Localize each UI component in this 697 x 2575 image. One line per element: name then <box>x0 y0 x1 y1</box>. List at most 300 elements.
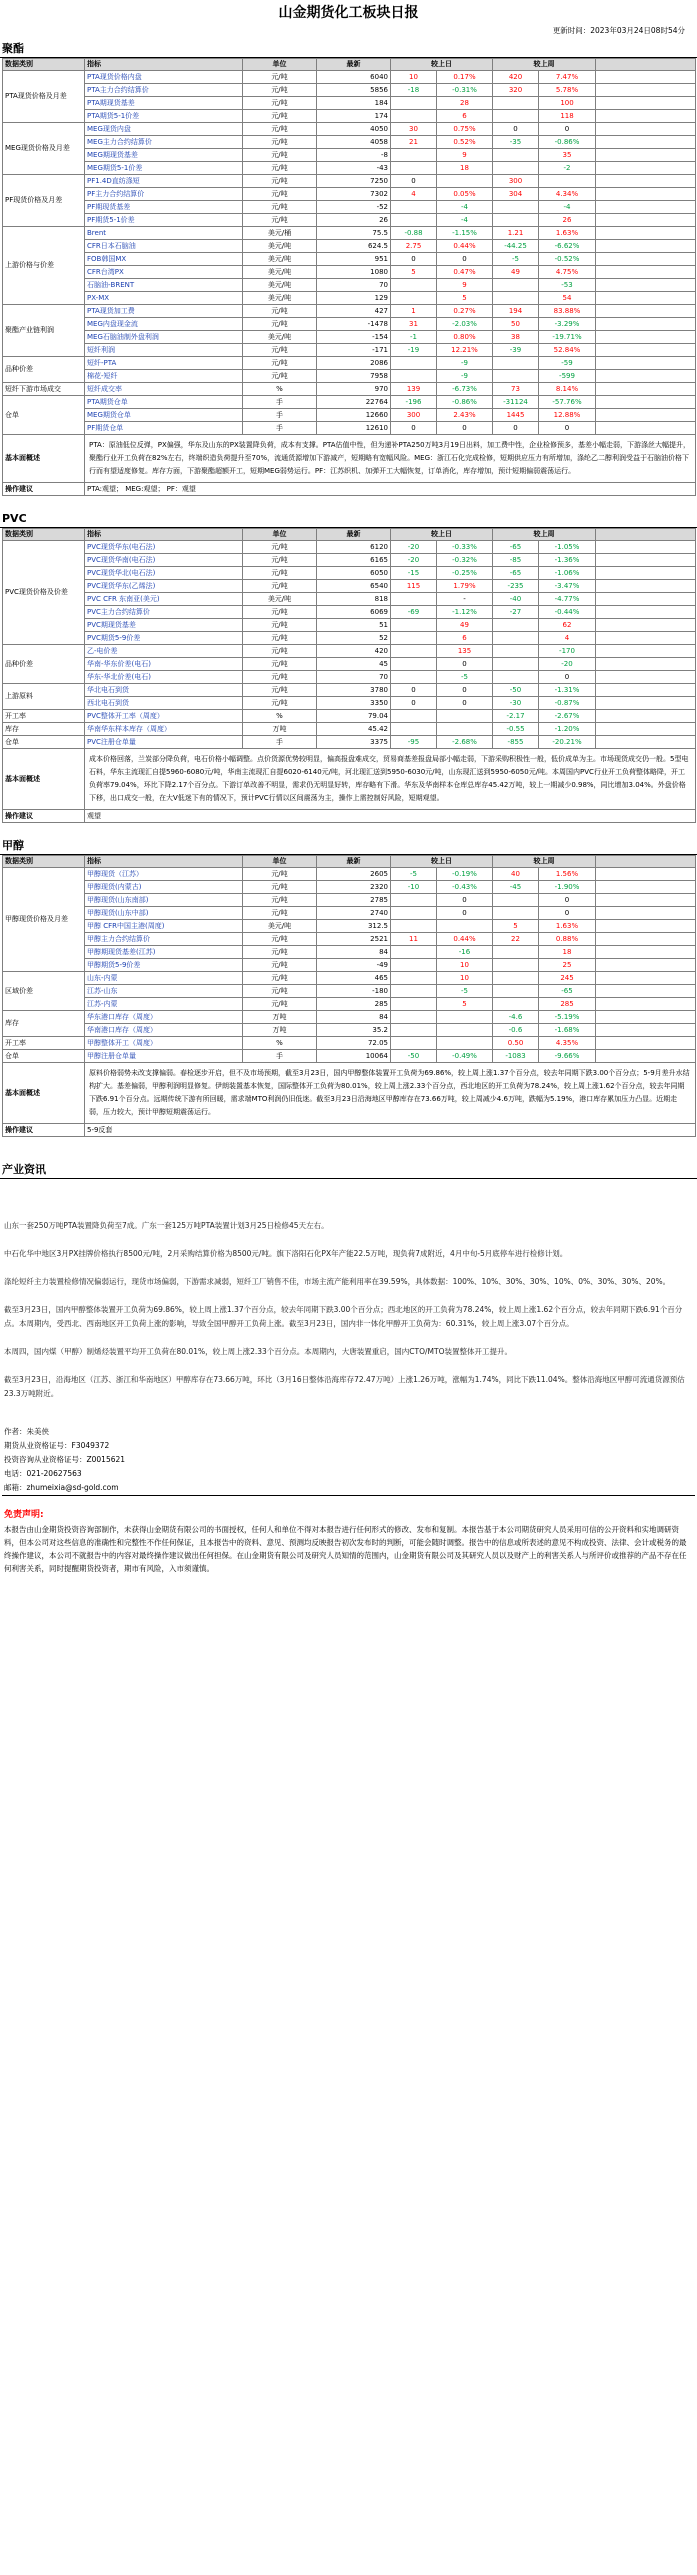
latest-cell: 184 <box>317 97 391 110</box>
news-paragraph: 截至3月23日，沿海地区（江苏、浙江和华南地区）甲醇库存在73.66万吨，环比（3月16日整体沿海库存72.47万吨）上涨1.26万吨，涨幅为1.74%，同比下跌11.04%。整体沿海地区甲醇可流通货源预估23.3万吨附近。 <box>4 1375 685 1398</box>
table-row <box>3 396 696 409</box>
change-cell: 49 <box>493 266 539 279</box>
latest-cell: 427 <box>317 305 391 318</box>
blank-cell <box>596 383 696 396</box>
unit-cell: % <box>243 1037 317 1050</box>
change-cell: 10 <box>437 959 493 972</box>
table-row <box>3 97 696 110</box>
unit-cell: 元/吨 <box>243 318 317 331</box>
blank-cell <box>596 253 696 266</box>
indicator-cell: PTA主力合约结算价 <box>85 84 243 97</box>
table-row <box>3 331 696 344</box>
latest-cell: -154 <box>317 331 391 344</box>
indicator-cell: PF主力合约结算价 <box>85 188 243 201</box>
blank-cell <box>596 1037 696 1050</box>
change-cell: 320 <box>493 84 539 97</box>
change-cell <box>391 920 437 933</box>
change-cell <box>391 1024 437 1037</box>
change-cell: 0 <box>493 422 539 435</box>
change-cell: -599 <box>539 370 596 383</box>
change-cell <box>391 619 437 632</box>
latest-cell: 70 <box>317 671 391 684</box>
change-cell: 0 <box>391 253 437 266</box>
change-cell: -0.87% <box>539 697 596 710</box>
change-cell: 0.47% <box>437 266 493 279</box>
change-cell: 18 <box>539 946 596 959</box>
blank-cell <box>596 123 696 136</box>
indicator-cell: PTA期现货基差 <box>85 97 243 110</box>
change-cell: - <box>437 593 493 606</box>
category-cell: 开工率 <box>3 1037 85 1050</box>
table-row <box>3 409 696 422</box>
change-cell: 31 <box>391 318 437 331</box>
change-cell <box>493 162 539 175</box>
change-cell: 0 <box>437 697 493 710</box>
indicator-cell: PTA现货价格内盘 <box>85 71 243 84</box>
blank-cell <box>596 671 696 684</box>
change-cell: -35 <box>493 136 539 149</box>
change-cell: 1.63% <box>539 920 596 933</box>
unit-cell: 美元/吨 <box>243 920 317 933</box>
indicator-cell: PVC现货华南(电石法) <box>85 554 243 567</box>
blank-cell <box>596 1050 696 1063</box>
latest-cell: 72.05 <box>317 1037 391 1050</box>
unit-cell: 手 <box>243 736 317 749</box>
blank-cell <box>596 409 696 422</box>
unit-cell: 元/吨 <box>243 894 317 907</box>
change-cell: -59 <box>539 357 596 370</box>
change-cell: -0.52% <box>539 253 596 266</box>
change-cell <box>437 1037 493 1050</box>
change-cell <box>493 279 539 292</box>
unit-cell: 元/吨 <box>243 188 317 201</box>
change-cell: -5 <box>437 671 493 684</box>
change-cell: -19.71% <box>539 331 596 344</box>
unit-cell: 元/吨 <box>243 84 317 97</box>
change-cell <box>391 1037 437 1050</box>
blank-cell <box>596 136 696 149</box>
latest-cell: 70 <box>317 279 391 292</box>
change-cell: 0.44% <box>437 933 493 946</box>
indicator-cell: FOB韩国MX <box>85 253 243 266</box>
blank-cell <box>596 959 696 972</box>
change-cell <box>437 920 493 933</box>
section-title: PVC <box>0 510 697 528</box>
data-table <box>2 58 696 496</box>
table-row <box>3 554 696 567</box>
unit-cell: 元/吨 <box>243 567 317 580</box>
change-cell: -19 <box>391 344 437 357</box>
change-cell: -1.90% <box>539 881 596 894</box>
change-cell <box>391 214 437 227</box>
change-cell: 5.78% <box>539 84 596 97</box>
unit-cell: 元/吨 <box>243 71 317 84</box>
table-row <box>3 123 696 136</box>
unit-cell: 元/吨 <box>243 671 317 684</box>
table-row <box>3 201 696 214</box>
change-cell: -39 <box>493 344 539 357</box>
change-cell: 0.27% <box>437 305 493 318</box>
indicator-cell: 华南港口库存（周度） <box>85 1024 243 1037</box>
change-cell: -45 <box>493 881 539 894</box>
advice-label: 操作建议 <box>3 483 85 496</box>
category-cell: 品种价差 <box>3 645 85 684</box>
table-row <box>3 71 696 84</box>
unit-cell: 元/吨 <box>243 933 317 946</box>
change-cell: 194 <box>493 305 539 318</box>
blank-cell <box>596 907 696 920</box>
latest-cell: 129 <box>317 292 391 305</box>
change-cell: 0 <box>437 684 493 697</box>
table-row <box>3 567 696 580</box>
change-cell <box>391 370 437 383</box>
change-cell: 115 <box>391 580 437 593</box>
advice-text: 5-9反套 <box>85 1124 696 1137</box>
summary-row <box>3 749 696 810</box>
blank-cell <box>596 684 696 697</box>
blank-cell <box>596 998 696 1011</box>
blank-cell <box>596 396 696 409</box>
change-cell <box>391 97 437 110</box>
change-cell: 10 <box>391 71 437 84</box>
indicator-cell: PF1.4D直纺涤短 <box>85 175 243 188</box>
indicator-cell: 江苏-山东 <box>85 985 243 998</box>
change-cell: -1.15% <box>437 227 493 240</box>
section-title: 甲醇 <box>0 837 697 855</box>
latest-cell: 1080 <box>317 266 391 279</box>
change-cell: -31124 <box>493 396 539 409</box>
change-cell <box>391 959 437 972</box>
unit-cell: % <box>243 710 317 723</box>
table-row <box>3 357 696 370</box>
change-cell: -50 <box>391 1050 437 1063</box>
author-info <box>0 1425 697 1495</box>
news-paragraph: 本周四，国内煤（甲醇）制烯烃装置平均开工负荷在80.01%，较上周上涨2.33个百分点。本周期内，大唐装置重启，国内CTO/MTO装置整体开工提升。 <box>4 1347 512 1356</box>
change-cell <box>437 1011 493 1024</box>
unit-cell: 手 <box>243 409 317 422</box>
indicator-cell: MEG现货内盘 <box>85 123 243 136</box>
indicator-cell: 甲醇注册仓单量 <box>85 1050 243 1063</box>
header-cell: 单位 <box>243 529 317 541</box>
change-cell: 22 <box>493 933 539 946</box>
header-cell: 最新 <box>317 529 391 541</box>
category-cell: 区域价差 <box>3 972 85 1011</box>
change-cell: 1.56% <box>539 868 596 881</box>
change-cell: -4.6 <box>493 1011 539 1024</box>
change-cell <box>391 162 437 175</box>
change-cell: -95 <box>391 736 437 749</box>
change-cell: -5 <box>437 985 493 998</box>
indicator-cell: PVC CFR 东南亚(美元) <box>85 593 243 606</box>
indicator-cell: MEG期现货基差 <box>85 149 243 162</box>
change-cell: -20 <box>391 554 437 567</box>
table-row <box>3 188 696 201</box>
blank-cell <box>596 972 696 985</box>
table-row <box>3 985 696 998</box>
change-cell: 40 <box>493 868 539 881</box>
news-paragraph: 涤纶短纤主力装置检修情况偏弱运行，现货市场偏弱，下游需求减弱，短纤工厂销售不佳，市场主流产能利用率在39.59%，具体数据：100%、10%、30%、30%、10%、0%、30%、30%、20%。 <box>4 1277 671 1286</box>
header-cell: 数据类别 <box>3 856 85 868</box>
latest-cell: 7958 <box>317 370 391 383</box>
change-cell: -69 <box>391 606 437 619</box>
latest-cell: 6165 <box>317 554 391 567</box>
latest-cell: 2521 <box>317 933 391 946</box>
unit-cell: 元/吨 <box>243 645 317 658</box>
news-paragraph: 截至3月23日，国内甲醇整体装置开工负荷为69.86%，较上周上涨1.37个百分点，较去年同期下跌3.00个百分点；西北地区的开工负荷为78.24%，较上周上涨1.62个百分点，较去年同期下跌6.91个百分点。本周期内，受西北、西南地区开工负荷上涨的影响，导致全国甲醇开工负荷上涨。截至3月23日，国内非一体化甲醇开工负荷为：60.31%，较上周上涨3.07个百分点。 <box>4 1305 683 1328</box>
indicator-cell: 西北电石到货 <box>85 697 243 710</box>
latest-cell: 2605 <box>317 868 391 881</box>
change-cell: -9 <box>437 370 493 383</box>
unit-cell: % <box>243 383 317 396</box>
change-cell: -20 <box>391 541 437 554</box>
latest-cell: 84 <box>317 1011 391 1024</box>
change-cell: -1.31% <box>539 684 596 697</box>
change-cell: 1.63% <box>539 227 596 240</box>
change-cell: 0 <box>391 175 437 188</box>
change-cell: 285 <box>539 998 596 1011</box>
table-header <box>3 59 696 71</box>
change-cell: 83.88% <box>539 305 596 318</box>
change-cell: 35 <box>539 149 596 162</box>
change-cell <box>391 201 437 214</box>
table-row <box>3 671 696 684</box>
change-cell: -5 <box>391 868 437 881</box>
data-table <box>2 528 696 823</box>
latest-cell: 174 <box>317 110 391 123</box>
indicator-cell: PVC现货华北(电石法) <box>85 567 243 580</box>
change-cell: -65 <box>493 541 539 554</box>
change-cell: -6.62% <box>539 240 596 253</box>
latest-cell: 420 <box>317 645 391 658</box>
change-cell <box>493 907 539 920</box>
latest-cell: 6069 <box>317 606 391 619</box>
change-cell: -1083 <box>493 1050 539 1063</box>
change-cell: 1445 <box>493 409 539 422</box>
latest-cell: -8 <box>317 149 391 162</box>
change-cell: 0.88% <box>539 933 596 946</box>
table-row <box>3 240 696 253</box>
unit-cell: 手 <box>243 396 317 409</box>
indicator-cell: 甲醇现货(山东中部) <box>85 907 243 920</box>
change-cell: -57.76% <box>539 396 596 409</box>
change-cell: -0.33% <box>437 541 493 554</box>
unit-cell: 万吨 <box>243 723 317 736</box>
change-cell: 300 <box>391 409 437 422</box>
change-cell <box>493 619 539 632</box>
category-cell: 库存 <box>3 723 85 736</box>
unit-cell: 美元/吨 <box>243 593 317 606</box>
latest-cell: 2785 <box>317 894 391 907</box>
latest-cell: 6540 <box>317 580 391 593</box>
latest-cell: 6120 <box>317 541 391 554</box>
latest-cell: 624.5 <box>317 240 391 253</box>
change-cell: -65 <box>493 567 539 580</box>
unit-cell: 元/吨 <box>243 149 317 162</box>
industry-news <box>0 1219 697 1401</box>
change-cell: -1.20% <box>539 723 596 736</box>
blank-cell <box>596 279 696 292</box>
change-cell: -2.03% <box>437 318 493 331</box>
change-cell: -2.67% <box>539 710 596 723</box>
change-cell: 5 <box>437 998 493 1011</box>
table-row <box>3 292 696 305</box>
change-cell <box>391 149 437 162</box>
blank-cell <box>596 985 696 998</box>
change-cell: 0.50 <box>493 1037 539 1050</box>
change-cell <box>391 110 437 123</box>
indicator-cell: Brent <box>85 227 243 240</box>
indicator-cell: 华东-华北价差(电石) <box>85 671 243 684</box>
unit-cell: 美元/吨 <box>243 240 317 253</box>
blank-cell <box>596 1011 696 1024</box>
table-row <box>3 136 696 149</box>
advice-row <box>3 810 696 823</box>
disclaimer-heading: 免责声明: <box>4 1510 44 1520</box>
change-cell: 0 <box>539 422 596 435</box>
change-cell: 0.44% <box>437 240 493 253</box>
latest-cell: 6040 <box>317 71 391 84</box>
latest-cell: -49 <box>317 959 391 972</box>
blank-cell <box>596 645 696 658</box>
latest-cell: 84 <box>317 946 391 959</box>
category-cell: MEG现货价格及月差 <box>3 123 85 175</box>
change-cell <box>391 946 437 959</box>
author-line: 电话：021-20627563 <box>4 1469 82 1478</box>
table-row <box>3 84 696 97</box>
change-cell: 0 <box>437 658 493 671</box>
unit-cell: 元/吨 <box>243 175 317 188</box>
change-cell <box>391 972 437 985</box>
unit-cell: 元/吨 <box>243 959 317 972</box>
change-cell: -0.31% <box>437 84 493 97</box>
indicator-cell: MEG主力合约结算价 <box>85 136 243 149</box>
section-pta <box>0 40 697 496</box>
change-cell <box>493 946 539 959</box>
change-cell <box>493 292 539 305</box>
indicator-cell: 山东-内蒙 <box>85 972 243 985</box>
indicator-cell: MEG石脑油制外盘利润 <box>85 331 243 344</box>
table-row <box>3 370 696 383</box>
change-cell: 4.35% <box>539 1037 596 1050</box>
table-row <box>3 279 696 292</box>
blank-cell <box>596 227 696 240</box>
indicator-cell: PX-MX <box>85 292 243 305</box>
header-cell: 指标 <box>85 856 243 868</box>
change-cell: 135 <box>437 645 493 658</box>
header-cell: 数据类别 <box>3 59 85 71</box>
change-cell: -40 <box>493 593 539 606</box>
blank-cell <box>596 305 696 318</box>
change-cell: 0.75% <box>437 123 493 136</box>
table-row <box>3 619 696 632</box>
change-cell: -20 <box>539 658 596 671</box>
change-cell <box>493 370 539 383</box>
table-row <box>3 383 696 396</box>
change-cell <box>391 723 437 736</box>
indicator-cell: 甲醇现货（江苏） <box>85 868 243 881</box>
table-row <box>3 645 696 658</box>
table-row <box>3 175 696 188</box>
change-cell: 54 <box>539 292 596 305</box>
change-cell: 0 <box>539 907 596 920</box>
blank-cell <box>596 110 696 123</box>
industry-heading: 产业资讯 <box>0 1161 697 1179</box>
table-row <box>3 318 696 331</box>
change-cell: -18 <box>391 84 437 97</box>
blank-cell <box>596 658 696 671</box>
latest-cell: 26 <box>317 214 391 227</box>
change-cell: -235 <box>493 580 539 593</box>
blank-cell <box>596 357 696 370</box>
indicator-cell: MEG期货仓单 <box>85 409 243 422</box>
advice-row <box>3 483 696 496</box>
category-cell: 仓单 <box>3 1050 85 1063</box>
category-cell: PF现货价格及月差 <box>3 175 85 227</box>
change-cell: 0.17% <box>437 71 493 84</box>
blank-cell <box>596 933 696 946</box>
table-row <box>3 422 696 435</box>
change-cell: 26 <box>539 214 596 227</box>
header-cell <box>596 529 696 541</box>
unit-cell: 万吨 <box>243 1011 317 1024</box>
unit-cell: 元/吨 <box>243 907 317 920</box>
table-row <box>3 907 696 920</box>
header-cell: 单位 <box>243 856 317 868</box>
latest-cell: 4058 <box>317 136 391 149</box>
change-cell: -53 <box>539 279 596 292</box>
change-cell: 4.34% <box>539 188 596 201</box>
latest-cell: -171 <box>317 344 391 357</box>
indicator-cell: CFR日本石脑油 <box>85 240 243 253</box>
blank-cell <box>596 331 696 344</box>
table-row <box>3 697 696 710</box>
change-cell <box>493 149 539 162</box>
table-row <box>3 1024 696 1037</box>
change-cell: 30 <box>391 123 437 136</box>
change-cell <box>437 175 493 188</box>
unit-cell: 元/吨 <box>243 214 317 227</box>
latest-cell: 7302 <box>317 188 391 201</box>
change-cell <box>493 671 539 684</box>
change-cell: -3.47% <box>539 580 596 593</box>
category-cell: PVC现货价格及价差 <box>3 541 85 645</box>
change-cell <box>539 175 596 188</box>
table-row <box>3 933 696 946</box>
indicator-cell: 短纤-PTA <box>85 357 243 370</box>
change-cell: 0.52% <box>437 136 493 149</box>
table-header <box>3 529 696 541</box>
change-cell <box>493 972 539 985</box>
change-cell: -1 <box>391 331 437 344</box>
latest-cell: 285 <box>317 998 391 1011</box>
indicator-cell: CFR台湾PX <box>85 266 243 279</box>
indicator-cell: 江苏-内蒙 <box>85 998 243 1011</box>
indicator-cell: PF期货仓单 <box>85 422 243 435</box>
unit-cell: 元/吨 <box>243 305 317 318</box>
blank-cell <box>596 1024 696 1037</box>
change-cell: 8.14% <box>539 383 596 396</box>
table-row <box>3 658 696 671</box>
blank-cell <box>596 541 696 554</box>
unit-cell: 元/吨 <box>243 684 317 697</box>
change-cell: 245 <box>539 972 596 985</box>
indicator-cell: PF期货5-1价差 <box>85 214 243 227</box>
change-cell: 304 <box>493 188 539 201</box>
unit-cell: 手 <box>243 1050 317 1063</box>
blank-cell <box>596 946 696 959</box>
unit-cell: 元/吨 <box>243 554 317 567</box>
update-time: 更新时间：2023年03月24日08时54分 <box>552 26 685 35</box>
